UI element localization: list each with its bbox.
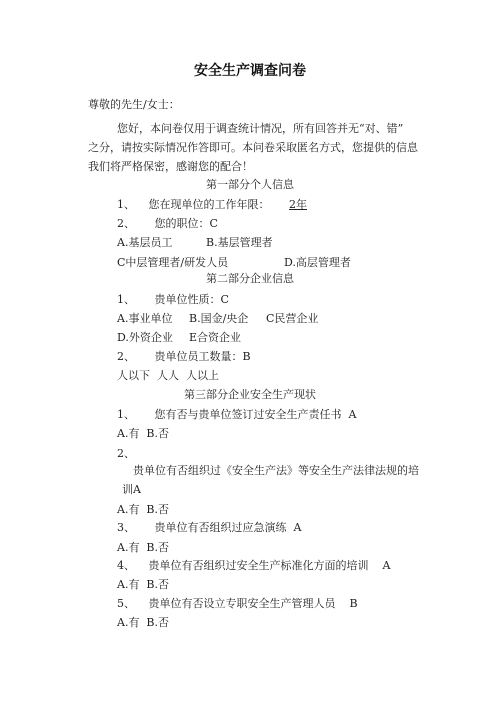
p3-q4-text: 贵单位有否组织过安全生产标准化方面的培训 A	[148, 559, 391, 572]
p1-q2-number: 2、	[117, 217, 135, 230]
p1-q2-text: 您的职位：C	[154, 217, 218, 230]
salutation: 尊敬的先生/女士：	[88, 98, 180, 111]
p1-q2-option-d: D.高层管理者	[284, 256, 351, 269]
p2-q1-option-c: C民营企业	[266, 312, 319, 325]
p1-q1	[117, 197, 307, 213]
intro-line-3: 我们将严格保密，感谢您的配合！	[88, 160, 253, 173]
intro-line-2: 之分，请按实际情况作答即可。本问卷采取匿名方式，您提供的信息	[88, 141, 418, 154]
p3-q1-number: 1、	[117, 408, 135, 421]
p3-q3	[117, 520, 301, 536]
p1-q2-option-a: A.基层员工	[117, 236, 173, 249]
part1-heading: 第一部分个人信息	[206, 178, 294, 191]
p3-q3-number: 3、	[117, 521, 135, 534]
p1-q1-answer: 2年	[289, 198, 307, 211]
part2-heading: 第二部分企业信息	[206, 272, 294, 285]
p2-q1	[117, 292, 229, 308]
p2-q2-text: 贵单位员工数量：B	[154, 350, 251, 363]
p3-q1	[117, 407, 356, 423]
page-title: 安全生产调查问卷	[194, 63, 306, 79]
p3-q2-number: 2、	[117, 447, 135, 460]
p3-q1-text: 您有否与贵单位签订过安全生产责任书 A	[154, 408, 357, 421]
intro-line-1: 您好，本问卷仅用于调查统计情况，所有回答并无“对、错”	[117, 122, 404, 135]
p3-q4-options: A.有 B.否	[117, 578, 170, 591]
p1-q2	[117, 216, 218, 232]
p3-q5-number: 5、	[117, 597, 135, 610]
p3-q3-text: 贵单位有否组织过应急演练 A	[154, 521, 302, 534]
p3-q4-number: 4、	[117, 559, 135, 572]
p3-q2-text-line1: 贵单位有否组织过《安全生产法》等安全生产法律法规的培	[133, 464, 419, 477]
p2-q1-option-b: B.国金/央企	[189, 312, 249, 325]
p2-q2	[117, 349, 251, 365]
p3-q3-options: A.有 B.否	[117, 541, 170, 554]
p3-q1-options: A.有 B.否	[117, 427, 170, 440]
p2-q1-option-e: E合资企业	[189, 331, 242, 344]
part3-heading: 第三部分企业安全生产现状	[184, 388, 316, 401]
p2-q1-option-a: A.事业单位	[117, 312, 173, 325]
p1-q2-option-c: C中层管理者/研发人员	[117, 256, 229, 269]
p2-q1-option-d: D.外资企业	[117, 331, 173, 344]
p3-q2-text-line2: 训A	[122, 483, 141, 496]
p3-q4	[117, 558, 390, 574]
p1-q1-text: 您在现单位的工作年限：	[148, 198, 270, 211]
p2-q1-text: 贵单位性质：C	[154, 293, 229, 306]
p2-q1-number: 1、	[117, 293, 135, 306]
p1-q2-option-b: B.基层管理者	[206, 236, 273, 249]
p2-q2-number: 2、	[117, 350, 135, 363]
p3-q5-text: 贵单位有否设立专职安全生产管理人员 B	[148, 597, 358, 610]
p2-q2-options: 人以下 人人 人以上	[117, 369, 219, 382]
p3-q5-options: A.有 B.否	[117, 616, 170, 629]
p3-q2-options: A.有 B.否	[117, 503, 170, 516]
p3-q5	[117, 596, 358, 612]
p1-q1-number: 1、	[117, 198, 135, 211]
